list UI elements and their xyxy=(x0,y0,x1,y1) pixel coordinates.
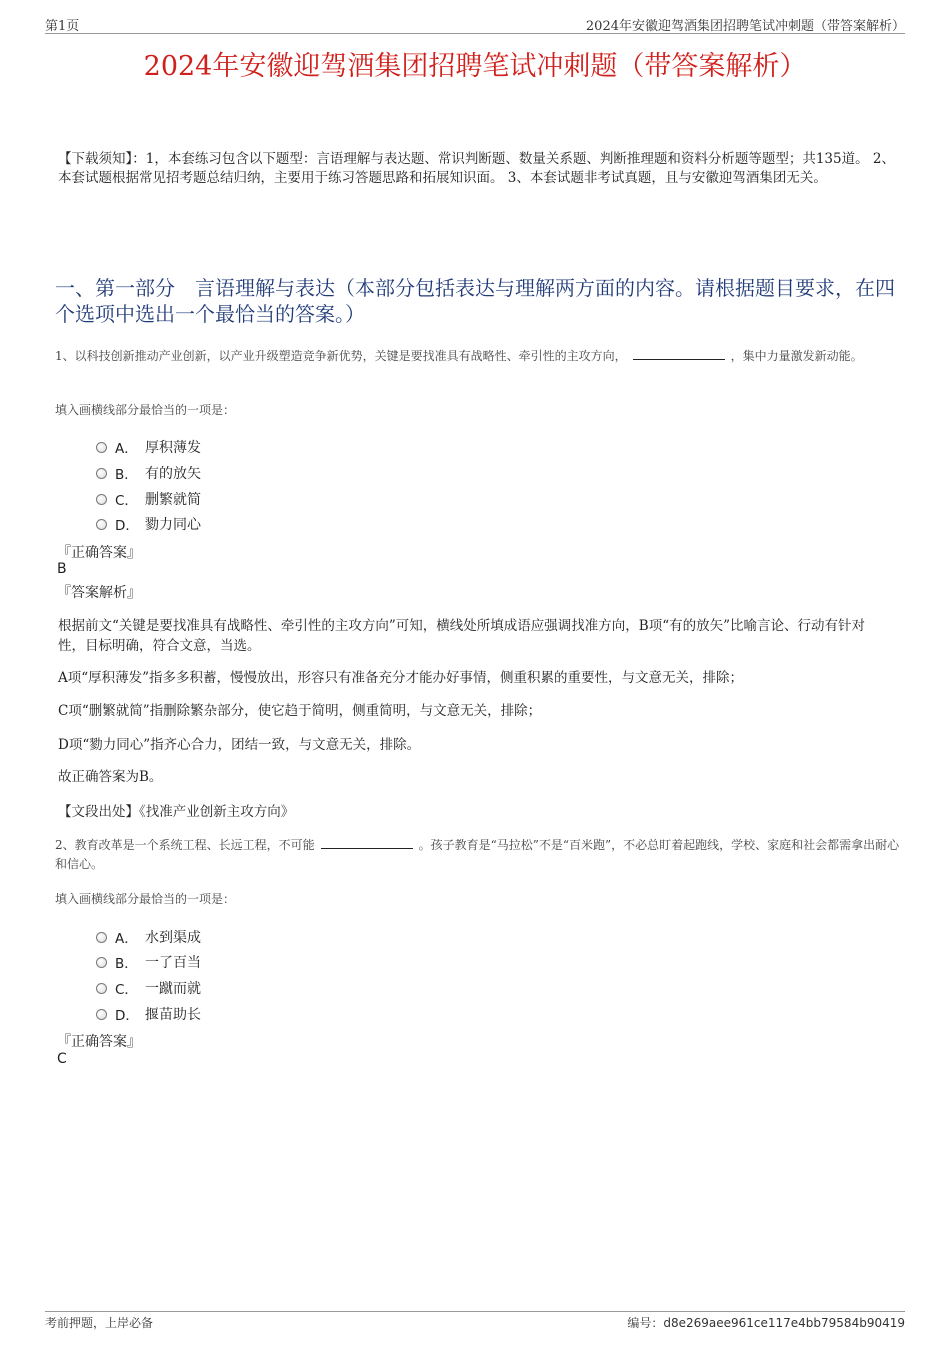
question-1-prompt: 填入画横线部分最恰当的一项是： xyxy=(55,403,236,417)
question-1-analysis-1: 根据前文“关键是要找准具有战略性、牵引性的主攻方向”可知，横线处所填成语应强调找准方向，B项“有的放矢”比喻言论、行动有针对性，目标明确，符合文意，当选。 xyxy=(58,618,866,654)
radio-icon[interactable] xyxy=(96,1009,107,1020)
question-2-stem-before: 2、教育改革是一个系统工程、长远工程，不可能 xyxy=(55,838,315,852)
question-1-stem xyxy=(55,347,900,366)
question-2-answer: C xyxy=(57,1051,67,1067)
question-1-option-a[interactable] xyxy=(96,437,201,457)
option-text: 水到渠成 xyxy=(145,930,201,946)
footer-code-value: d8e269aee961ce117e4bb79584b90419 xyxy=(663,1316,905,1330)
radio-icon[interactable] xyxy=(96,932,107,943)
header-divider xyxy=(45,33,905,34)
question-1-option-c[interactable] xyxy=(96,489,201,509)
question-2-option-b[interactable] xyxy=(96,952,201,972)
option-text: 一蹴而就 xyxy=(145,981,201,997)
question-2-prompt: 填入画横线部分最恰当的一项是： xyxy=(55,892,236,906)
question-1-analysis-4: D项“勠力同心”指齐心合力，团结一致，与文意无关，排除。 xyxy=(58,737,421,753)
radio-icon[interactable] xyxy=(96,519,107,530)
radio-icon[interactable] xyxy=(96,957,107,968)
question-1-answer-label: 『正确答案』 xyxy=(57,545,141,561)
radio-icon[interactable] xyxy=(96,468,107,479)
question-1-option-d[interactable] xyxy=(96,514,201,534)
header-doc-title: 2024年安徽迎驾酒集团招聘笔试冲刺题（带答案解析） xyxy=(585,19,905,34)
question-2-option-c[interactable] xyxy=(96,978,201,998)
footer-code-label: 编号： xyxy=(627,1316,664,1330)
question-1-option-b[interactable] xyxy=(96,463,201,483)
footer-code xyxy=(627,1314,905,1331)
question-1-analysis-3: C项“删繁就简”指删除繁杂部分，使它趋于简明，侧重简明，与文意无关，排除； xyxy=(58,703,542,719)
header-page-label: 第1页 xyxy=(45,19,80,34)
option-text: 有的放矢 xyxy=(145,466,201,482)
question-1-source: 【文段出处】《找准产业创新主攻方向》 xyxy=(58,804,295,820)
radio-icon[interactable] xyxy=(96,494,107,505)
option-letter: A． xyxy=(115,931,138,947)
option-text: 一了百当 xyxy=(145,955,201,971)
section-heading: 一、第一部分 言语理解与表达（本部分包括表达与理解两方面的内容。请根据题目要求，在四个选项中选出一个最恰当的答案。） xyxy=(55,276,895,326)
question-2-answer-label: 『正确答案』 xyxy=(57,1034,141,1050)
option-letter: D． xyxy=(115,518,139,534)
option-text: 揠苗助长 xyxy=(145,1007,201,1023)
option-text: 勠力同心 xyxy=(145,517,201,533)
option-letter: C． xyxy=(115,982,138,998)
option-letter: A． xyxy=(115,441,138,457)
option-text: 删繁就简 xyxy=(145,492,201,508)
question-2-stem-after: 。孩子教育是“马拉松”不是“百米跑”，不必总盯着起跑线，学校、家庭和社会都需拿出耐心和信心。 xyxy=(55,838,900,871)
question-2-option-a[interactable] xyxy=(96,927,201,947)
question-1-answer: B xyxy=(57,561,67,577)
question-1-analysis-label: 『答案解析』 xyxy=(57,585,141,601)
radio-icon[interactable] xyxy=(96,442,107,453)
option-letter: B． xyxy=(115,467,138,483)
footer-slogan: 考前押题，上岸必备 xyxy=(45,1316,154,1330)
radio-icon[interactable] xyxy=(96,983,107,994)
option-letter: C． xyxy=(115,493,138,509)
page-title: 2024年安徽迎驾酒集团招聘笔试冲刺题（带答案解析） xyxy=(143,51,807,82)
question-1-blank xyxy=(633,347,725,360)
download-notice: 【下载须知】：1，本套练习包含以下题型：言语理解与表达题、常识判断题、数量关系题、判断推理题和资料分析题等题型；共135道。 2、本套试题根据常见招考题总结归纳，主要用于练习答题思路和拓展知识面。 3、本套试题非考试真题，且与安徽迎驾酒集团无关。 xyxy=(58,151,895,186)
question-1-stem-after: ，集中力量激发新动能。 xyxy=(730,349,863,363)
question-1-analysis-5: 故正确答案为B。 xyxy=(58,769,163,785)
footer-divider xyxy=(45,1311,905,1312)
question-2-stem xyxy=(55,836,900,874)
question-2-option-d[interactable] xyxy=(96,1004,201,1024)
question-1-analysis-2: A项“厚积薄发”指多多积蓄，慢慢放出，形容只有准备充分才能办好事情，侧重积累的重要性，与文意无关，排除； xyxy=(58,670,744,686)
question-1-stem-before: 1、以科技创新推动产业创新，以产业升级塑造竞争新优势，关键是要找准具有战略性、牵引性的主攻方向， xyxy=(55,349,627,363)
question-2-blank xyxy=(321,836,413,849)
option-letter: D． xyxy=(115,1008,139,1024)
option-letter: B． xyxy=(115,956,138,972)
option-text: 厚积薄发 xyxy=(145,440,201,456)
